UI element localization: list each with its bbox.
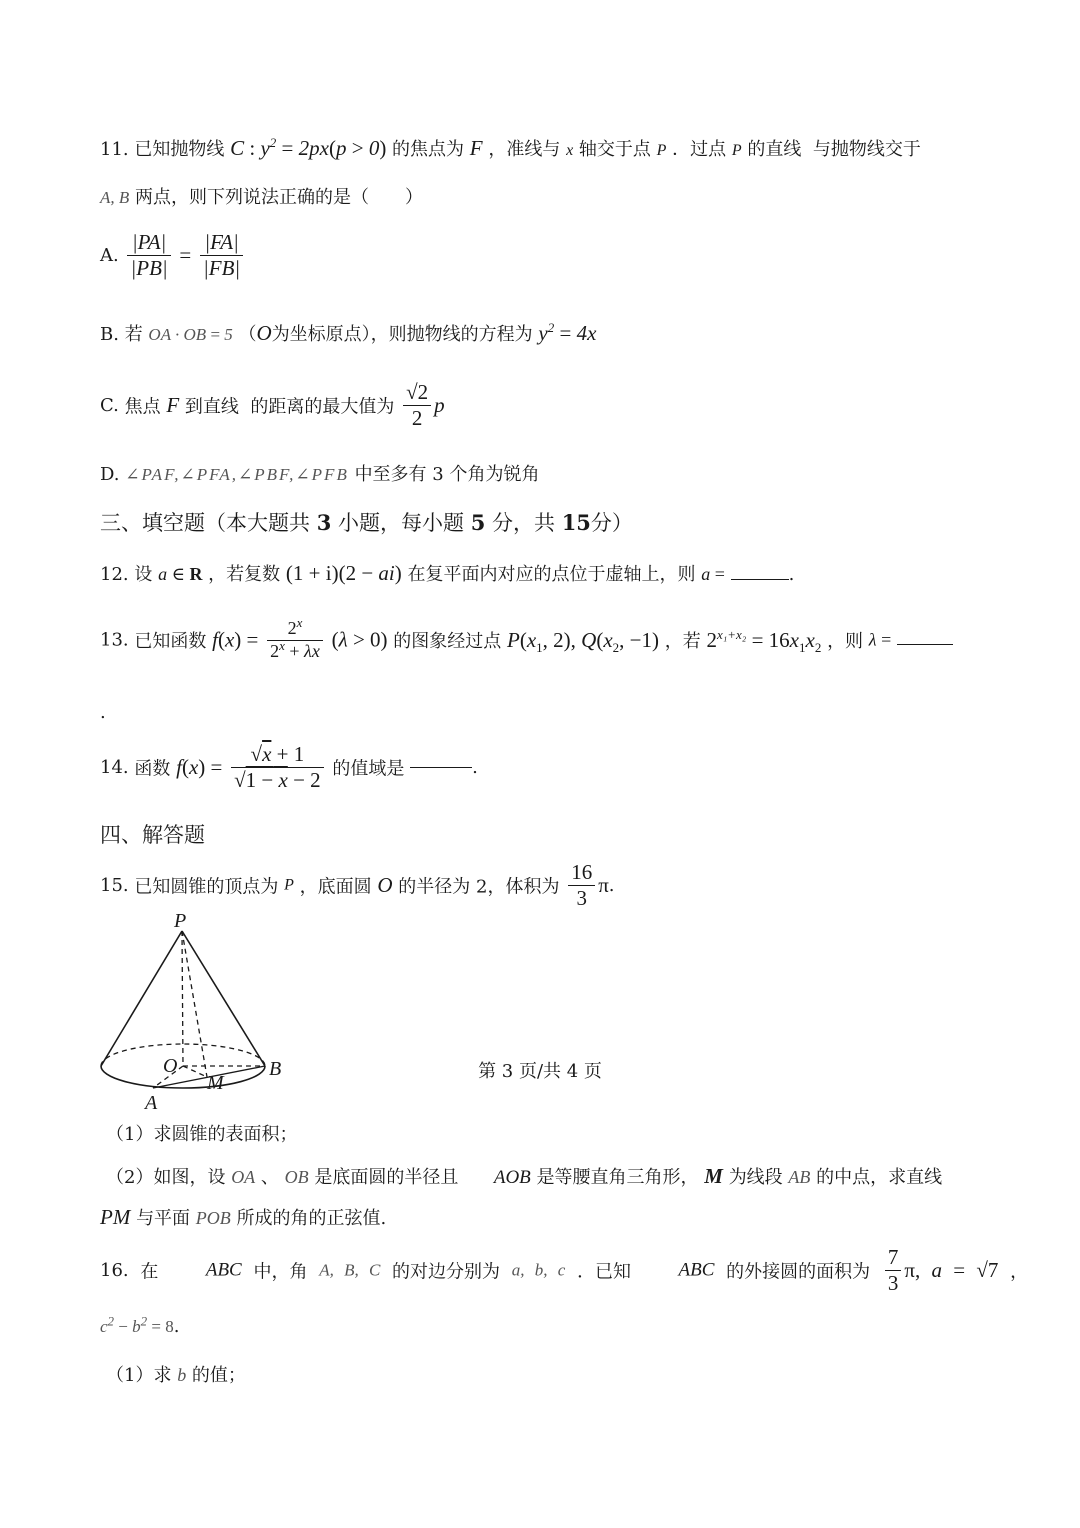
fraction-fa-fb: $\frac{|FA|}{|FB|}$ — [200, 230, 243, 281]
section4-title: 四、解答题 — [100, 823, 205, 847]
label-b: B — [269, 1058, 282, 1080]
equation-c2-b2: $c^2 - b^2 = 8$ — [100, 1313, 174, 1336]
label-m: M — [207, 1072, 224, 1094]
label-a: A — [145, 1092, 158, 1114]
q13-end: . — [100, 702, 106, 723]
fraction-7-3: $\frac{7}{3}$ — [885, 1245, 902, 1296]
answer-blank — [897, 644, 953, 645]
q11-option-d: D. ∠PAF,∠PFA,∠PBF,∠PFB 中至多有 3 个角为锐角 — [100, 464, 540, 485]
label-p: P — [174, 910, 187, 932]
q11-parabola-eq: C : $y^2 = 2px(p > 0)$ — [230, 135, 387, 160]
fraction-16-3: $\frac{16}{3}$ — [568, 860, 595, 911]
answer-blank — [731, 579, 789, 580]
q16-part1: （1）求 b 的值； — [106, 1365, 246, 1386]
q11-number: 11. — [100, 139, 129, 160]
q16-stem-line2: $c^2 - b^2 = 8$. — [100, 1313, 180, 1337]
segment-pm — [182, 931, 207, 1077]
cone-right-edge — [182, 931, 265, 1066]
q11-option-a: A. $\frac{|PA|}{|PB|}$ = $\frac{|FA|}{|FB|}$ — [100, 230, 246, 281]
fraction-pa-pb: $\frac{|PA|}{|PB|}$ — [127, 230, 170, 281]
q11-option-b: B. 若 OA · OB = 5 （O为坐标原点），则抛物线的方程为 $y^2 = 4x$ — [100, 320, 597, 345]
q15-stem: 15. 已知圆锥的顶点为 P ，底面圆 O 的半径为 2，体积为 $\frac{16}{3}$ π. — [100, 860, 615, 911]
q11-stem-line2: A, B 两点，则下列说法正确的是（ ） — [100, 187, 424, 208]
page-footer: 第 3 页/共 4 页 — [478, 1061, 602, 1082]
points-pq: $P(x_1$, 2), $Q(x_2$, −1) — [507, 627, 659, 655]
section3-title: 三、填空题（本大题共 3 小题，每小题 5 分，共 15分） — [100, 510, 633, 535]
angles-list: ∠PAF,∠PFA,∠PBF,∠PFB — [125, 465, 349, 484]
fraction-sqrt2-over-2: $\frac{√2}{2}$ — [403, 380, 431, 431]
q14: 14. 函数 f(x) = $\frac{√x + 1}{√1 - x - 2}$ 的值域是 . — [100, 742, 478, 793]
answer-blank — [410, 767, 472, 768]
q11-option-c: C. 焦点 F 到直线 的距离的最大值为 $\frac{√2}{2}$ p — [100, 380, 445, 431]
cone-left-edge — [101, 931, 182, 1066]
q11-stem-line1: 11. 已知抛物线 C : $y^2 = 2px(p > 0)$ 的焦点为 F ，准线与 x 轴交于点 P ．过点 P 的直线 与抛物线交于 — [100, 135, 921, 160]
q15-part2-line2: PM 与平面 POB 所成的角的正弦值. — [100, 1205, 387, 1229]
cone-figure — [95, 905, 305, 1115]
complex-product: (1 + i)(2 − ai) — [285, 561, 402, 585]
dot-product-oa-ob: OA · OB = 5 — [148, 325, 233, 344]
label-o: O — [163, 1055, 178, 1077]
cone-height — [182, 931, 183, 1066]
q12: 12. 设 a ∈ R ，若复数 (1 + i)(2 − ai) 在复平面内对应的点位于虚轴上，则 a = . — [100, 561, 795, 585]
function-fraction-sqrt: $\frac{√x + 1}{√1 - x - 2}$ — [231, 742, 324, 793]
parabola-y2-4x: $y^2 = 4x$ — [538, 320, 597, 345]
q16-stem-line1: 16. 在 ABC 中，角 A, B, C 的对边分别为 a, b, c ．已知 ABC 的外接圆的面积为 $\frac{7}{3}$ π, a = √7 ， — [100, 1245, 1029, 1296]
q15-part1: （1）求圆锥的表面积； — [106, 1124, 298, 1145]
q13: 13. 已知函数 f(x) = $\frac{2^x}{2^x + \lambda x}$ (λ > 0) 的图象经过点 $P(x_1$, 2), $Q(x_2$, −1) ，若 $2^{x_1+x_2} = 16x_1x_2$ ，则 λ = — [100, 618, 953, 662]
q15-part2-line1: （2）如图，设 OA 、 OB 是底面圆的半径且 AOB 是等腰直角三角形， M 为线段 AB 的中点，求直线 — [106, 1164, 943, 1188]
function-fraction: $\frac{2^x}{2^x + \lambda x}$ — [267, 618, 323, 662]
